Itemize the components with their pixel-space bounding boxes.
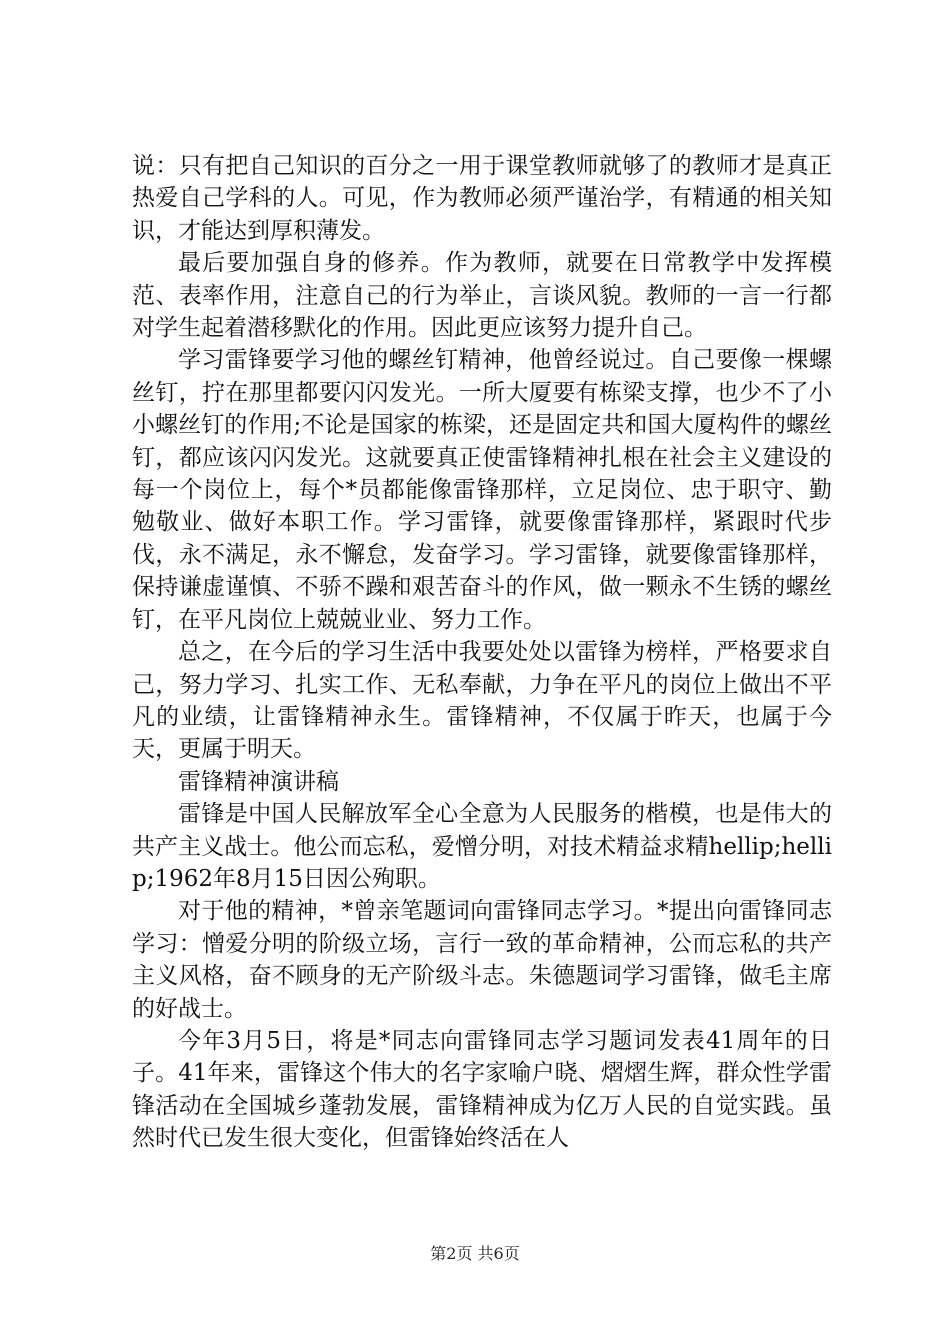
paragraph-1: 说：只有把自己知识的百分之一用于课堂教师就够了的教师才是真正热爱自己学科的人。可见，作为教师必须严谨治学，有精通的相关知识，才能达到厚积薄发。 (132, 153, 832, 244)
document-body (132, 150, 832, 1155)
paragraph-7: 对于他的精神，*曾亲笔题词向雷锋同志学习。*提出向雷锋同志学习：憎爱分明的阶级立场，言行一致的革命精神，公而忘私的共产主义风格，奋不顾身的无产阶级斗志。朱德题词学习雷锋，做毛主席的好战士。 (132, 898, 832, 1022)
paragraph-6: 雷锋是中国人民解放军全心全意为人民服务的楷模，也是伟大的共产主义战士。他公而忘私，爱憎分明，对技术精益求精hellip;hellip;1962年8月15日因公殉职。 (132, 801, 832, 892)
page-number-footer: 第2页 共6页 (430, 1244, 520, 1263)
paragraph-8: 今年3月5日，将是*同志向雷锋同志学习题词发表41周年的日子。41年来，雷锋这个伟大的名字家喻户晓、熠熠生辉，群众性学雷锋活动在全国城乡蓬勃发展，雷锋精神成为亿万人民的自觉实践。虽然时代已发生很大变化，但雷锋始终活在人 (132, 1027, 832, 1152)
section-heading: 雷锋精神演讲稿 (178, 768, 339, 795)
paragraph-2: 最后要加强自身的修养。作为教师，就要在日常教学中发挥模范、表率作用，注意自己的行为举止，言谈风貌。教师的一言一行都对学生起着潜移默化的作用。因此更应该努力提升自己。 (132, 250, 832, 342)
paragraph-4: 总之，在今后的学习生活中我要处处以雷锋为榜样，严格要求自己，努力学习、扎实工作、无私奉献，力争在平凡的岗位上做出不平凡的业绩，让雷锋精神永生。雷锋精神，不仅属于昨天，也属于今天，更属于明天。 (132, 639, 832, 763)
paragraph-3: 学习雷锋要学习他的螺丝钉精神，他曾经说过。自己要像一棵螺丝钉，拧在那里都要闪闪发光。一所大厦要有栋梁支撑，也少不了小小螺丝钉的作用;不论是国家的栋梁，还是固定共和国大厦构件的螺丝钉，都应该闪闪发光。这就要真正使雷锋精神扎根在社会主义建设的每一个岗位上，每个*员都能像雷锋那样，立足岗位、忠于职守、勤勉敬业、做好本职工作。学习雷锋，就要像雷锋那样，紧跟时代步伐，永不满足，永不懈怠，发奋学习。学习雷锋，就要像雷锋那样，保持谦虚谨慎、不骄不躁和艰苦奋斗的作风，做一颗永不生锈的螺丝钉，在平凡岗位上兢兢业业、努力工作。 (132, 347, 832, 633)
